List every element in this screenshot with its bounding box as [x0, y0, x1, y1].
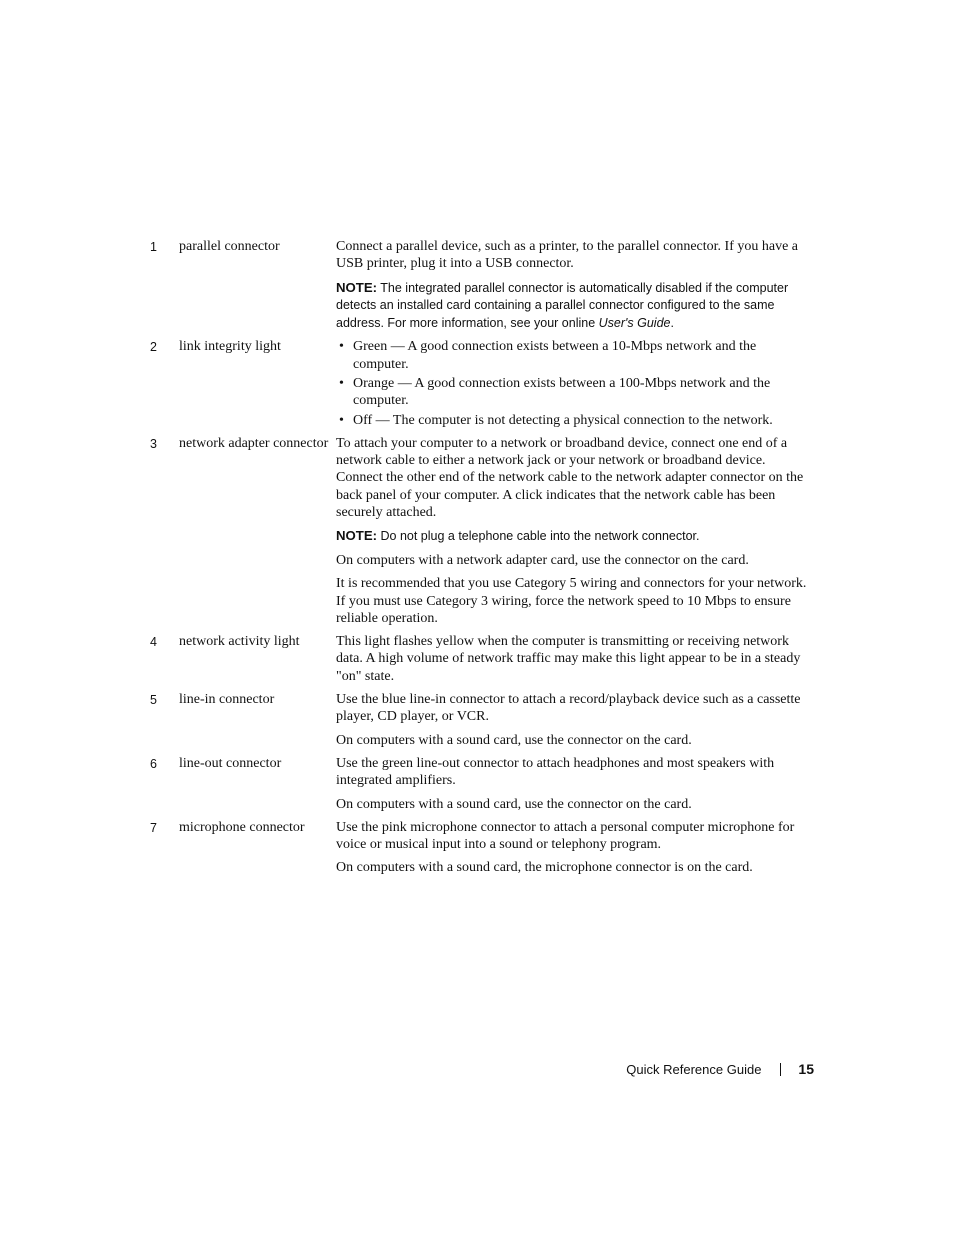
- row-label: line-in connector: [179, 692, 275, 708]
- description-text: On computers with a network adapter card, use the connector on the card.: [336, 552, 749, 568]
- row-description: [336, 338, 810, 434]
- row-number: 3: [150, 436, 157, 451]
- row-number: 6: [150, 756, 157, 771]
- row-description: [336, 755, 810, 819]
- row-label: network activity light: [179, 634, 300, 650]
- row-number: 4: [150, 635, 157, 650]
- row-number: 2: [150, 340, 157, 355]
- description-text: Connect a parallel device, such as a printer, to the parallel connector. If you have a USB printer, plug it into a USB connector.: [336, 239, 799, 272]
- description-text: Use the pink microphone connector to attach a personal computer microphone for voice or musical input into a sound or telephony program.: [336, 819, 795, 853]
- note-italic: User's Guide: [598, 315, 671, 330]
- note-text: The integrated parallel connector is automatically disabled if the computer detects an installed card containing a parallel connector configured to the same address. For more information, see your online: [336, 280, 789, 330]
- description-text: Use the green line-out connector to attach headphones and most speakers with integrated amplifiers.: [336, 755, 775, 789]
- description-text: On computers with a sound card, use the connector on the card.: [336, 732, 692, 748]
- description-text: On computers with a sound card, use the connector on the card.: [336, 796, 692, 812]
- description-text: This light flashes yellow when the computer is transmitting or receiving network data. A high volume of network traffic may make this light appear to be in a steady "on" state.: [336, 634, 801, 684]
- table-row: [150, 691, 810, 755]
- page-footer: [626, 1061, 814, 1077]
- row-label: line-out connector: [179, 755, 282, 771]
- note-end: .: [670, 315, 674, 330]
- note: [336, 527, 810, 546]
- description-text: To attach your computer to a network or broadband device, connect one end of a network cable to either a network jack or your network or broadband device. Connect the other end of the network cable to the network adapter connector on the back panel of your computer. A click indicates that the network cable has been securely attached.: [336, 435, 804, 521]
- row-label: link integrity light: [179, 339, 281, 355]
- table-row: [150, 238, 810, 338]
- note-text: Do not plug a telephone cable into the network connector.: [377, 529, 700, 544]
- table-row: [150, 819, 810, 883]
- table-row: [150, 755, 810, 819]
- description-text: Use the blue line-in connector to attach a record/playback device such as a cassette player, CD player, or VCR.: [336, 692, 801, 725]
- description-text: It is recommended that you use Category 5 wiring and connectors for your network. If you must use Category 3 wiring, force the network speed to 10 Mbps to ensure reliable operation.: [336, 576, 807, 626]
- note-lead: NOTE:: [336, 528, 378, 544]
- table-row: [150, 338, 810, 434]
- row-description: [336, 691, 810, 755]
- footer-title: Quick Reference Guide: [626, 1061, 762, 1077]
- row-number: 1: [150, 240, 157, 254]
- note: [336, 279, 810, 333]
- row-description: [336, 819, 810, 883]
- table-row: [150, 435, 810, 633]
- footer-separator: [780, 1063, 781, 1076]
- row-description: [336, 633, 810, 691]
- connector-table: [150, 238, 810, 883]
- list-item: • Off — The computer is not detecting a physical connection to the network.: [336, 412, 810, 429]
- row-label: microphone connector: [179, 819, 305, 835]
- bullet-list: [336, 338, 810, 428]
- page-number: 15: [798, 1061, 814, 1077]
- row-label: network adapter connector: [179, 435, 329, 451]
- description-text: On computers with a sound card, the microphone connector is on the card.: [336, 860, 753, 876]
- list-item: • Orange — A good connection exists between a 100-Mbps network and the computer.: [336, 375, 810, 410]
- row-description: [336, 238, 810, 338]
- row-number: 5: [150, 693, 157, 708]
- table-row: [150, 633, 810, 691]
- note-lead: NOTE:: [336, 279, 378, 295]
- row-number: 7: [150, 820, 157, 835]
- row-description: [336, 435, 810, 633]
- list-item: • Green — A good connection exists between a 10-Mbps network and the computer.: [336, 338, 810, 373]
- row-label: parallel connector: [179, 239, 280, 254]
